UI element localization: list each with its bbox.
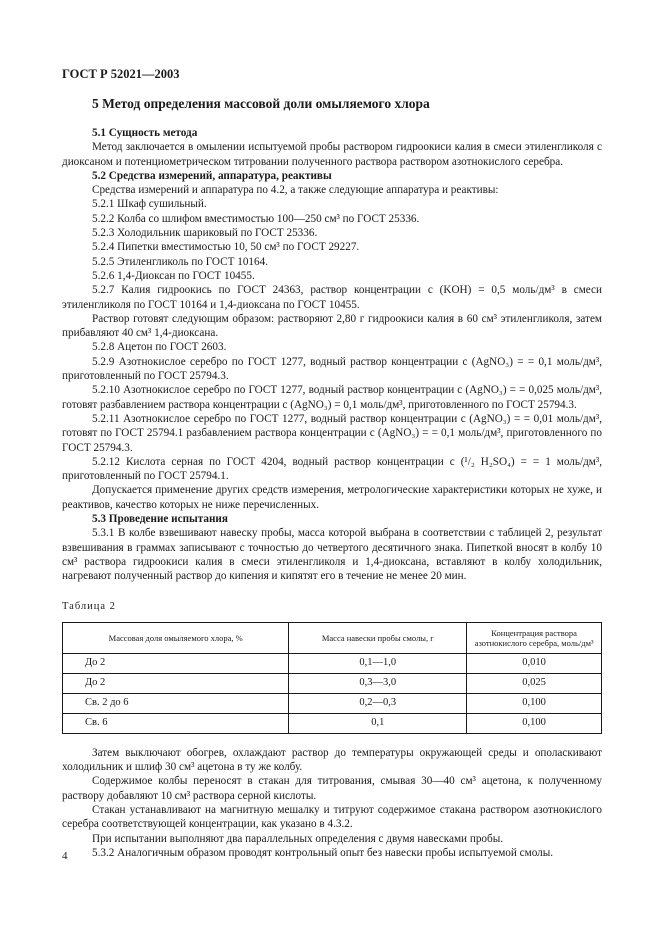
running-header: ГОСТ Р 52021—2003 [62, 67, 180, 81]
table-row [63, 693, 602, 713]
paragraph: 5.2.7 Калия гидроокись по ГОСТ 24363, раствор концентрации c (KOH) = 0,5 моль/дм³ в смеси этиленгликоля по ГОСТ 10164 и 1,4-диоксана по ГОСТ 10455. [62, 284, 602, 311]
table-cell: 0,1—1,0 [289, 653, 467, 673]
paragraph: 5.2.9 Азотнокислое серебро по ГОСТ 1277, водный раствор концентрации c (AgNO₃) = = 0,1 моль/дм³, приготовленный по ГОСТ 25794.3. [62, 355, 602, 383]
paragraph: 5.2.11 Азотнокислое серебро по ГОСТ 1277, водный раствор концентрации c (AgNO₃) = = 0,01 моль/дм³, готовят по ГОСТ 25794.1 разбавлением раствора концентрации c (AgNO₃) = = 0,1 моль/дм³, приготовленного по ГОСТ 25794.3. [62, 412, 602, 454]
paragraph: 5.2.2 Колба со шлифом вместимостью 100—250 см³ по ГОСТ 25336. [92, 212, 420, 225]
table-header-cell: Концентрация раствора азотнокислого серебра, моль/дм³ [467, 622, 602, 653]
table-header-cell: Массовая доля омыляемого хлора, % [63, 622, 289, 653]
table-2 [62, 622, 602, 734]
table-cell: 0,010 [467, 653, 602, 673]
body-after-table [62, 746, 602, 860]
table-cell: 0,1 [289, 713, 467, 733]
document-body [62, 126, 602, 860]
paragraph: 5.2.12 Кислота серная по ГОСТ 4204, водный раствор концентрации c (¹/₂ H₂SO₄) = = 1 моль/дм³, приготовленный по ГОСТ 25794.1. [62, 455, 602, 483]
table-row [63, 673, 602, 693]
table-row [63, 713, 602, 733]
section-heading: 5.1 Сущность метода [92, 127, 198, 139]
paragraph: 5.2.6 1,4-Диоксан по ГОСТ 10455. [92, 269, 255, 282]
paragraph: Стакан устанавливают на магнитную мешалку и титруют содержимое стакана раствором азотнокислого серебра соответствующей концентрации, как указано в 4.3.2. [62, 803, 602, 831]
table-cell: 0,100 [467, 693, 602, 713]
body-before-table [62, 126, 602, 584]
paragraph: 5.2.8 Ацетон по ГОСТ 2603. [92, 341, 227, 354]
section-title: 5 Метод определения массовой доли омыляемого хлора [92, 96, 430, 111]
paragraph: 5.2.5 Этиленгликоль по ГОСТ 10164. [92, 255, 268, 268]
table-cell: До 2 [63, 673, 289, 693]
page-number: 4 [62, 850, 68, 862]
table-cell: 0,3—3,0 [289, 673, 467, 693]
table-cell: Св. 6 [63, 713, 289, 733]
table-cell: 0,100 [467, 713, 602, 733]
table-row [63, 653, 602, 673]
table-caption: Таблица 2 [62, 600, 116, 612]
table-cell: Св. 2 до 6 [63, 693, 289, 713]
section-heading: 5.3 Проведение испытания [92, 513, 228, 526]
table-header-cell: Масса навески пробы смолы, г [289, 622, 467, 653]
paragraph: Допускается применение других средств измерения, метрологические характеристики которых не хуже, и реактивов, качество которых не ниже перечисленных. [62, 484, 602, 511]
table-header-row [63, 622, 602, 653]
paragraph: 5.2.10 Азотнокислое серебро по ГОСТ 1277, водный раствор концентрации c (AgNO₃) = = 0,025 моль/дм³, готовят разбавлением раствора концентрации c (AgNO₃) = 0,1 моль/дм³, приготовленного по ГОСТ 25794.3. [62, 384, 602, 411]
paragraph: 5.2.3 Холодильник шариковый по ГОСТ 25336. [92, 227, 318, 240]
table-cell: До 2 [63, 653, 289, 673]
paragraph: 5.3.1 В колбе взвешивают навеску пробы, масса которой выбрана в соответствии с таблицей 2, результат взвешивания в граммах записывают с точностью до четвертого десятичного знака. Пипеткой вносят в колбу 10 см³ раствора гидроокиси калия в смеси этиленгликоля и 1,4-диоксана, вставляют в колбу холодильник, нагревают полученный раствор до кипения и кипятят его в течение не менее 20 мин. [62, 527, 602, 583]
paragraph: При испытании выполняют два параллельных определения с двумя навесками пробы. [92, 832, 504, 845]
table-cell: 0,2—0,3 [289, 693, 467, 713]
paragraph: Метод заключается в омылении испытуемой пробы раствором гидроокиси калия в смеси этиленгликоля с диоксаном и потенциометрическом титровании полученного раствора раствором азотнокислого серебра. [62, 141, 602, 168]
table-cell: 0,025 [467, 673, 602, 693]
paragraph: 5.2.4 Пипетки вместимостью 10, 50 см³ по ГОСТ 29227. [92, 241, 360, 254]
paragraph: Средства измерений и аппаратура по 4.2, а также следующие аппаратура и реактивы: [92, 184, 499, 197]
paragraph: 5.3.2 Аналогичным образом проводят контрольный опыт без навески пробы испытуемой смолы. [92, 846, 554, 859]
paragraph: Раствор готовят следующим образом: растворяют 2,80 г гидроокиси калия в 60 см³ этиленгликоля, затем прибавляют 40 см³ 1,4-диоксана. [62, 312, 602, 340]
paragraph: Затем выключают обогрев, охлаждают раствор до температуры окружающей среды и ополаскивают холодильник и шлиф 30 см³ ацетона в ту же колбу. [62, 746, 602, 774]
paragraph: Содержимое колбы переносят в стакан для титрования, смывая 30—40 см³ ацетона, к полученному раствору добавляют 10 см³ раствора серной кислоты. [62, 775, 602, 802]
section-heading: 5.2 Средства измерений, аппаратура, реактивы [92, 169, 332, 182]
paragraph: 5.2.1 Шкаф сушильный. [92, 198, 207, 211]
